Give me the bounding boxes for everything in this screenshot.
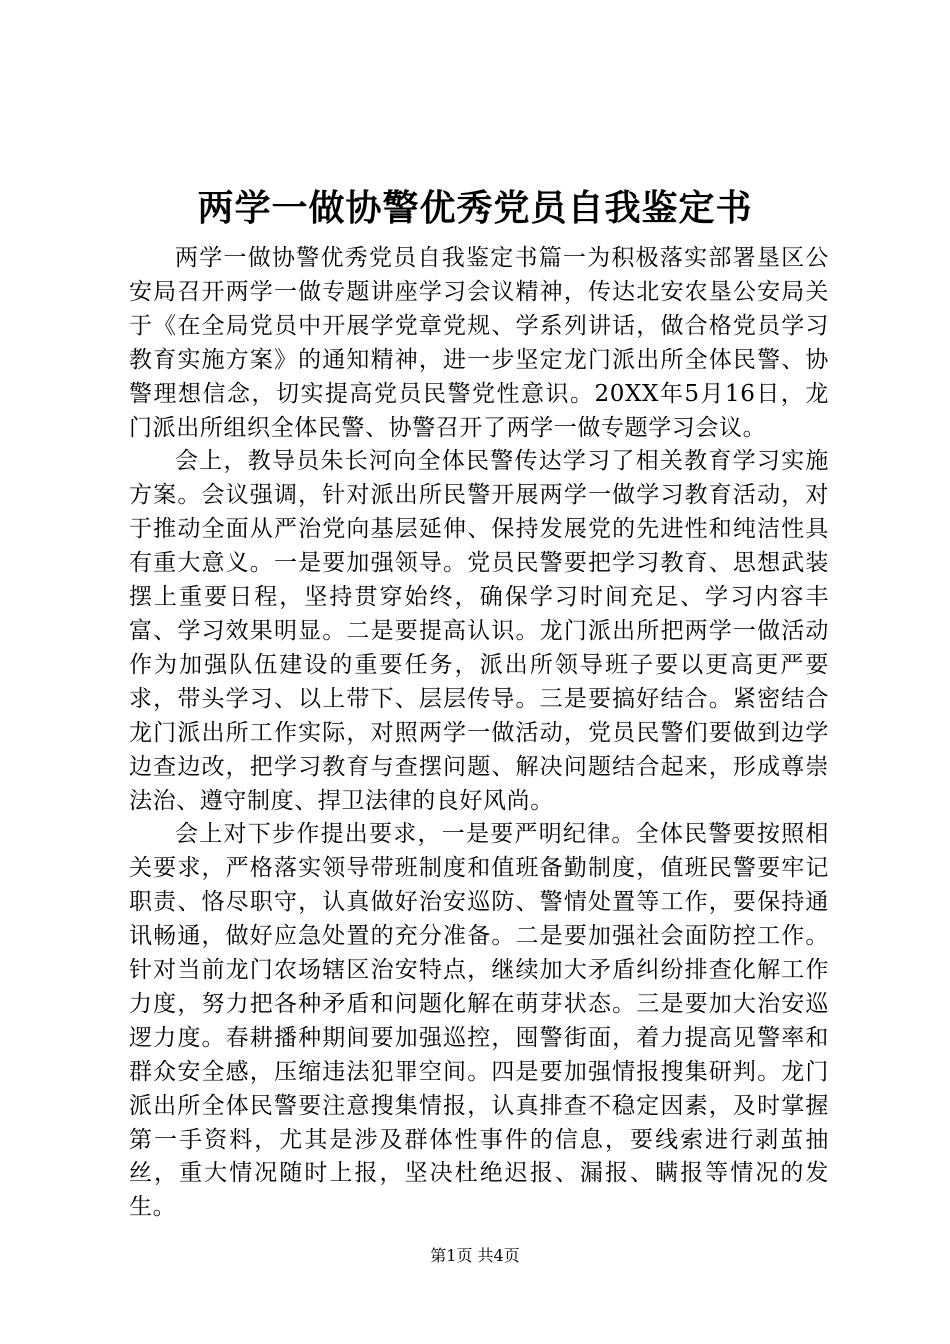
page-number-footer: 第1页 共4页: [430, 1246, 520, 1265]
document-title: 两学一做协警优秀党员自我鉴定书: [197, 187, 753, 229]
paragraph-2: 会上，教导员朱长河向全体民警传达学习了相关教育学习实施方案。会议强调，针对派出所民警开展两学一做学习教育活动，对于推动全面从严治党向基层延伸、保持发展党的先进性和纯洁性具有重大意义。一是要加强领导。党员民警要把学习教育、思想武装摆上重要日程，坚持贯穿始终，确保学习时间充足、学习内容丰富、学习效果明显。二是要提高认识。龙门派出所把两学一做活动作为加强队伍建设的重要任务，派出所领导班子要以更高更严要求，带头学习、以上带下、层层传导。三是要搞好结合。紧密结合龙门派出所工作实际，对照两学一做活动，党员民警们要做到边学边查边改，把学习教育与查摆问题、解决问题结合起来，形成尊崇法治、遵守制度、捍卫法律的良好风尚。: [129, 448, 829, 814]
paragraph-1: 两学一做协警优秀党员自我鉴定书篇一为积极落实部署垦区公安局召开两学一做专题讲座学习会议精神，传达北安农垦公安局关于《在全局党员中开展学党章党规、学系列讲话，做合格党员学习教育实施方案》的通知精神，进一步坚定龙门派出所全体民警、协警理想信念，切实提高党员民警党性意识。20XX年5月16日，龙门派出所组织全体民警、协警召开了两学一做专题学习会议。: [129, 245, 829, 441]
paragraph-3: 会上对下步作提出要求，一是要严明纪律。全体民警要按照相关要求，严格落实领导带班制度和值班备勤制度，值班民警要牢记职责、恪尽职守，认真做好治安巡防、警情处置等工作，要保持通讯畅通，做好应急处置的充分准备。二是要加强社会面防控工作。针对当前龙门农场辖区治安特点，继续加大矛盾纠纷排查化解工作力度，努力把各种矛盾和问题化解在萌芽状态。三是要加大治安巡逻力度。春耕播种期间要加强巡控，囤警街面，着力提高见警率和群众安全感，压缩违法犯罪空间。四是要加强情报搜集研判。龙门派出所全体民警要注意搜集情报，认真排查不稳定因素，及时掌握第一手资料，尤其是涉及群体性事件的信息，要线索进行剥茧抽丝，重大情况随时上报，坚决杜绝迟报、漏报、瞒报等情况的发生。: [129, 821, 829, 1221]
document-body: [129, 242, 829, 1225]
